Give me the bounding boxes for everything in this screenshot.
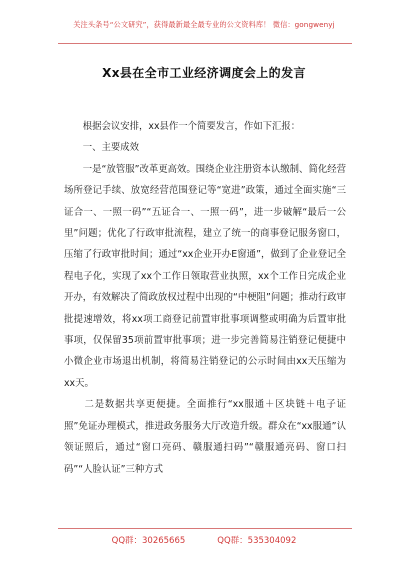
- section-heading: [64, 137, 346, 158]
- paragraph-intro: [64, 116, 346, 137]
- header-divider: [58, 43, 352, 44]
- footer-qq-group-1: QQ群：30265665: [111, 536, 186, 546]
- paragraph-text: 一是“放管服”改革更高效。围绕企业注册资本认缴制、简化经营场所登记手续、放宽经营范围登记等“宽进”政策，通过全面实施“三证合一、一照一码”“五证合一、一照一码”，进一步破解“最后一公里”问题；优化了行政审批流程，建立了统一的商事登记服务窗口，压缩了行政审批时间；通过“xx企业开办E窗通”，做到了企业登记全程电子化，实现了xx个工作日领取营业执照，xx个工作日完成企业开办，有效解决了简政放权过程中出现的“中梗阻”问题；推动行政审批提速增效，将xx项工商登记前置审批事项调整或明确为后置审批事项，仅保留35项前置审批事项；进一步完善简易注销登记便捷中小微企业市场退出机制，将简易注销登记的公示时间由xx天压缩为xx天。: [64, 163, 346, 389]
- paragraph-reform: [64, 159, 346, 394]
- header-note: 关注头条号“公文研究”，获得最新最全最专业的公文资料库！ 微信：gongwenyj: [73, 20, 335, 29]
- paragraph-text: 一、主要成效: [82, 142, 140, 154]
- footer: [0, 534, 408, 546]
- paragraph-text: 根据会议安排，xx县作一个简要发言，作如下汇报：: [82, 121, 301, 132]
- paragraph-data-sharing: [64, 394, 346, 480]
- paragraph-text: 二是数据共享更便捷。全面推行“xx服通＋区块链＋电子证照”免证办理模式，推进政务服务大厅改造升级。群众在“xx服通”认领证照后，通过“窗口亮码、赣服通扫码”“赣服通亮码、窗口扫码”“人脸认证”三种方式: [64, 399, 346, 475]
- document-title: Xx县在全市工业经济调度会上的发言: [102, 66, 306, 80]
- footer-divider: [58, 528, 352, 529]
- footer-qq-group-2: QQ群：535304092: [217, 536, 297, 546]
- document-body: [64, 116, 346, 480]
